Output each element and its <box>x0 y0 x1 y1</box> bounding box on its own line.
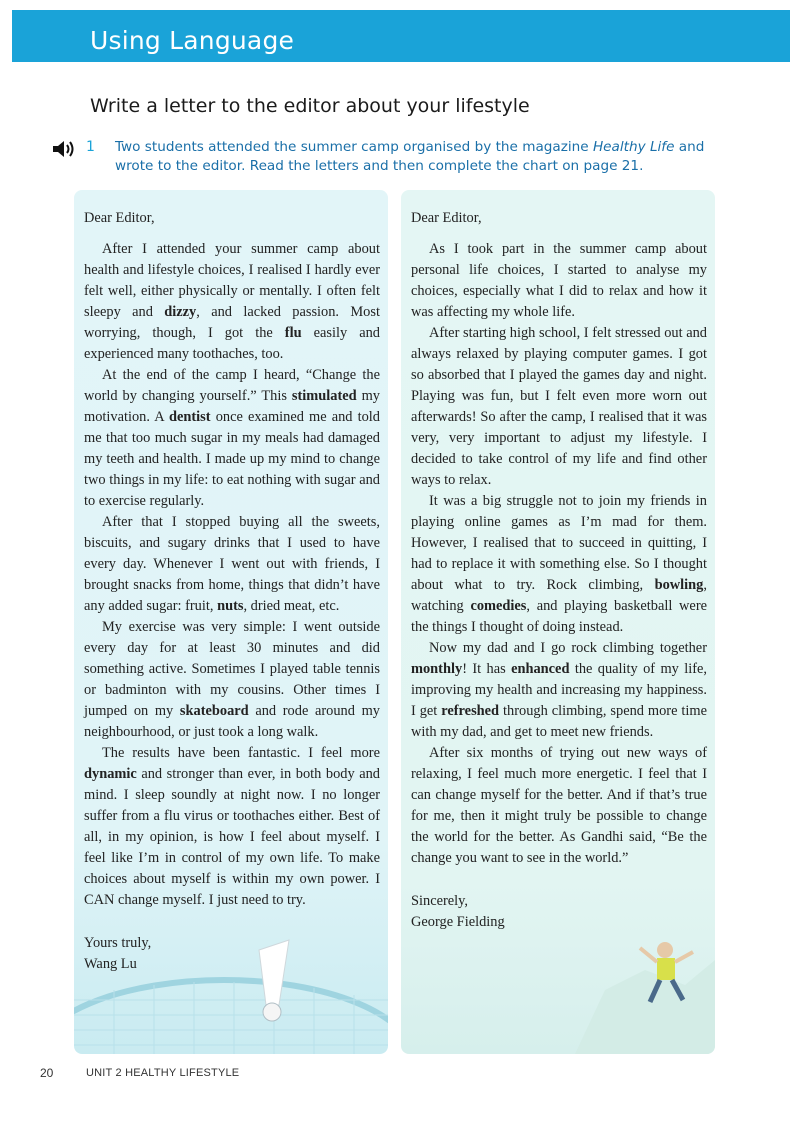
letter-paragraph: The results have been fantastic. I feel more dynamic and stronger than ever, in both body and mind. I sleep soundly at night now. I no longer suffer from a flu virus or toothaches either. Best of all, in my opinion, is how I feel about myself. I feel like I’m in control of my own life. To make choices about myself is within my own power. I CAN change myself. I just need to try. <box>84 745 380 908</box>
page-number: 20 <box>40 1066 54 1080</box>
letter-paragraph: After I attended your summer camp about health and lifestyle choices, I realised I hardly ever felt well, either physically or mentally. I often felt sleepy and dizzy, and lacked passion. Most worrying, though, I got the flu easily and experienced many toothaches, too. <box>84 241 380 362</box>
vocab-word: monthly <box>411 661 463 677</box>
vocab-word: comedies <box>470 598 527 614</box>
vocab-word: bowling <box>654 577 704 593</box>
audio-speaker-icon[interactable] <box>52 139 76 159</box>
rock-climber-illustration <box>515 930 715 1054</box>
letter-paragraph: After that I stopped buying all the sweets, biscuits, and sugary drinks that I used to have every day. Whenever I went out with friends, I brought snacks from home, things that didn’t have any added sugar: fruit, nuts, dried meat, etc. <box>84 514 380 614</box>
task-text-before: Two students attended the summer camp organised by the magazine <box>115 139 593 155</box>
vocab-word: refreshed <box>441 703 500 719</box>
page-title: Using Language <box>90 26 295 55</box>
section-title: Write a letter to the editor about your lifestyle <box>90 95 530 117</box>
letter-paragraph: As I took part in the summer camp about personal life choices, I started to analyse my choices, especially what I did to relax and how it was affecting my whole life. <box>411 241 707 320</box>
vocab-word: skateboard <box>179 703 249 719</box>
vocab-word: dizzy <box>164 304 197 320</box>
task-instructions <box>115 138 735 176</box>
letter-salutation: Dear Editor, <box>84 210 155 226</box>
letter-george-fielding <box>411 208 707 933</box>
letter-closing: Sincerely, <box>411 893 469 909</box>
letter-paragraph: At the end of the camp I heard, “Change the world by changing yourself.” This stimulated my motivation. A dentist once examined me and told me that too much sugar in my meals had damaged my teeth and health. I made up my mind to change two things in my life: to eat nothing with sugar and to exercise regularly. <box>84 367 381 509</box>
task-number: 1 <box>86 139 95 155</box>
unit-label: UNIT 2 HEALTHY LIFESTYLE <box>86 1067 240 1079</box>
letter-paragraph: Now my dad and I go rock climbing together monthly! It has enhanced the quality of my life, improving my health and increasing my happiness. I get refreshed through climbing, spend more time with my dad, and get to meet new friends. <box>411 640 708 740</box>
letter-paragraph: It was a big struggle not to join my friends in playing online games as I’m mad for them. However, I realised that to succeed in quitting, I had to replace it with something else. So I thought about what to try. Rock climbing, bowling, watching comedies, and playing basketball were the things I thought of doing instead. <box>411 493 708 635</box>
letter-panel-george-fielding <box>401 190 715 1054</box>
letter-salutation: Dear Editor, <box>411 210 482 226</box>
vocab-word: flu <box>284 325 302 341</box>
task-text-after: and wrote to the editor. Read the letters and then complete the chart on page 21. <box>115 139 705 174</box>
magazine-name: Healthy Life <box>592 139 675 155</box>
letter-wang-lu <box>84 208 380 975</box>
vocab-word: dentist <box>169 409 211 425</box>
letter-paragraph: My exercise was very simple: I went outside every day for at least 30 minutes and did something active. Sometimes I played table tennis or badminton with my cousins. Other times I jumped on my skateboard and rode around my neighbourhood, or just took a long walk. <box>84 619 380 740</box>
letter-signature: Wang Lu <box>84 956 137 972</box>
vocab-word: dynamic <box>84 766 137 782</box>
letter-paragraph: After six months of trying out new ways of relaxing, I feel much more energetic. I feel that I can change myself for the better. And if that’s true for me, then it might truly be possible to change the world for the better. As Gandhi said, “Be the change you want to see in the world.” <box>411 745 707 866</box>
letter-panel-wang-lu <box>74 190 388 1054</box>
vocab-word: nuts <box>217 598 244 614</box>
letter-signature: George Fielding <box>411 914 505 930</box>
letter-closing: Yours truly, <box>84 935 152 951</box>
letter-paragraph: After starting high school, I felt stressed out and always relaxed by playing computer games. I got so absorbed that I played the games day and night. Playing was fun, but I felt even more worn out afterwards! So after the camp, I realised that it was very, very important to adjust my lifestyle. I decided to take control of my life and find other ways to relax. <box>411 325 707 488</box>
vocab-word: stimulated <box>291 388 357 404</box>
vocab-word: enhanced <box>511 661 570 677</box>
